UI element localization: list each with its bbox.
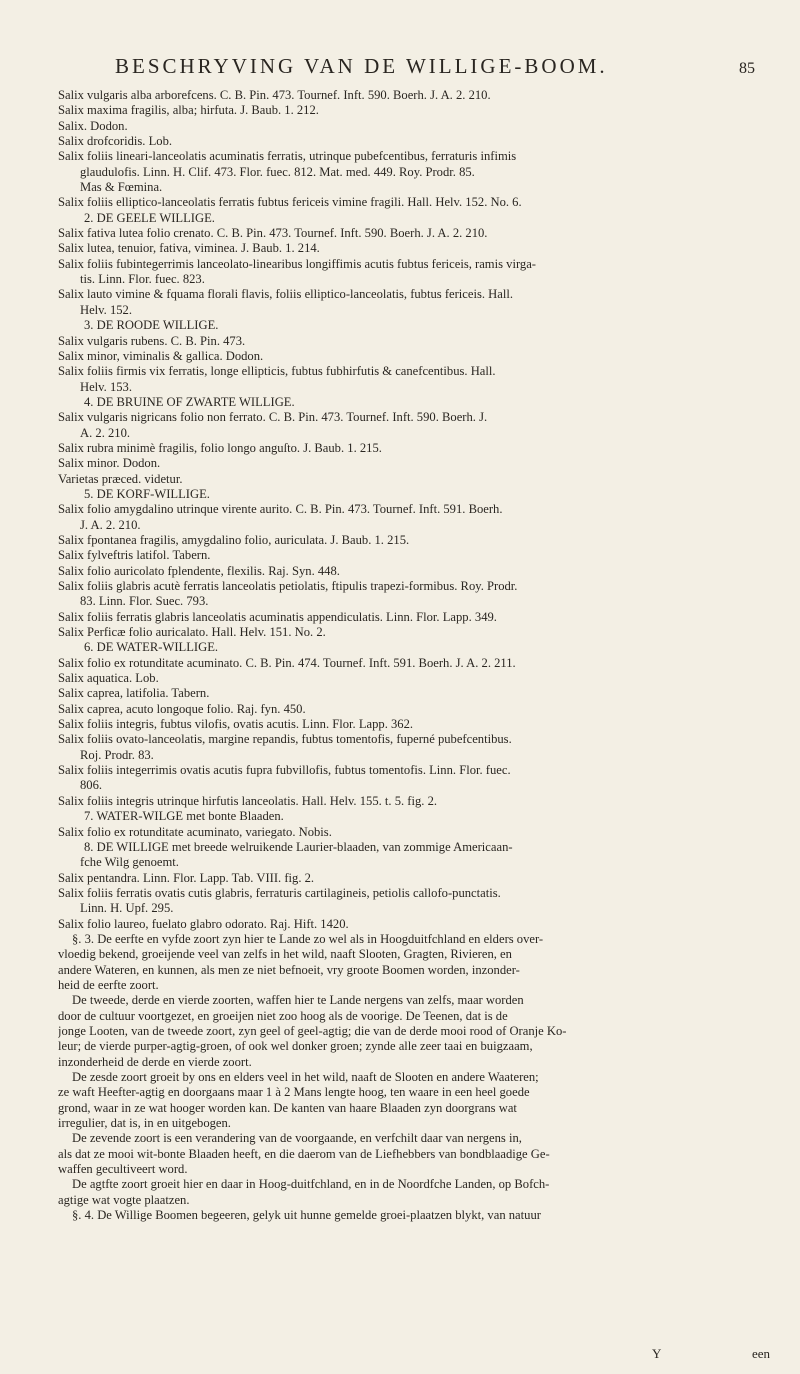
- text-line: Salix vulgaris alba arborefcens. C. B. Pin. 473. Tournef. Inft. 590. Boerh. J. A. 2. 210.: [58, 88, 491, 102]
- text-line: A. 2. 210.: [80, 425, 131, 440]
- text-line: tis. Linn. Flor. fuec. 823.: [80, 272, 205, 287]
- text-line: glaudulofis. Linn. H. Clif. 473. Flor. fuec. 812. Mat. med. 449. Roy. Prodr. 85.: [80, 164, 475, 179]
- text-line: Salix folio auricolato fplendente, flexilis. Raj. Syn. 448.: [58, 563, 340, 578]
- paragraph-line: De zesde zoort groeit by ons en elders veel in het wild, naaft de Slooten en andere Waateren;: [72, 1070, 539, 1084]
- text-line: Salix folio ex rotunditate acuminato, variegato. Nobis.: [58, 824, 332, 839]
- text-line: Salix minor. Dodon.: [58, 456, 161, 471]
- text-line: Mas & Fœmina.: [80, 180, 163, 195]
- paragraph-line: De agtfte zoort groeit hier en daar in Hoog-duitfchland, en in de Noordfche Landen, op Bofch-: [72, 1177, 550, 1192]
- section-heading: 7. WATER-WILGE met bonte Blaaden.: [84, 809, 284, 824]
- text-line: Salix folio amygdalino utrinque virente aurito. C. B. Pin. 473. Tournef. Inft. 591. Boerh.: [58, 502, 503, 517]
- section-heading: 4. DE BRUINE OF ZWARTE WILLIGE.: [84, 394, 295, 409]
- section-heading: 8. DE WILLIGE met breede welruikende Laurier-blaaden, van zommige Americaan-: [84, 839, 513, 854]
- text-line: Salix foliis ovato-lanceolatis, margine repandis, fubtus tomentofis, fuperné pubefcentibus.: [58, 732, 512, 747]
- section-heading: 2. DE GEELE WILLIGE.: [84, 210, 215, 225]
- text-line: Salix. Dodon.: [58, 118, 128, 133]
- paragraph-line: De zevende zoort is een verandering van de voorgaande, en verfchilt daar van nergens in,: [72, 1131, 522, 1146]
- text-line: agtige wat vogte plaatzen.: [58, 1192, 190, 1207]
- text-line: Salix folio laureo, fuelato glabro odorato. Raj. Hift. 1420.: [58, 916, 349, 931]
- text-line: Salix folio ex rotunditate acuminato. C. B. Pin. 474. Tournef. Inft. 591. Boerh. J. A. 2. 211.: [58, 655, 516, 670]
- paragraph-line: De tweede, derde en vierde zoorten, waffen hier te Lande nergens van zelfs, maar worden: [72, 993, 524, 1008]
- text-line: Salix caprea, acuto longoque folio. Raj. fyn. 450.: [58, 701, 306, 716]
- text-line: heid de eerfte zoort.: [58, 977, 159, 992]
- text-line: 83. Linn. Flor. Suec. 793.: [80, 594, 209, 609]
- text-line: fche Wilg genoemt.: [80, 855, 179, 870]
- text-line: leur; de vierde purper-agtig-groen, of ook wel donker groen; zynde alle zeer taai en buigzaam,: [58, 1039, 533, 1054]
- text-line: Linn. H. Upf. 295.: [80, 901, 174, 916]
- text-line: andere Wateren, en kunnen, als men ze niet befnoeit, vry groote Boomen worden, inzonder-: [58, 962, 520, 977]
- text-line: inzonderheid de derde en vierde zoort.: [58, 1054, 252, 1069]
- text-line: J. A. 2. 210.: [80, 517, 141, 532]
- catchword: een: [751, 1346, 770, 1361]
- text-line: door de cultuur voortgezet, en groeijen niet zoo hoog als de voorige. De Teenen, dat is de: [58, 1008, 508, 1023]
- text-line: Salix foliis elliptico-lanceolatis ferratis fubtus fericeis vimine fragili. Hall. Helv. 152. No. 6.: [58, 195, 522, 210]
- text-line: Salix foliis ferratis glabris lanceolatis acuminatis appendiculatis. Linn. Flor. Lapp. 349.: [58, 609, 497, 624]
- text-line: Salix vulgaris nigricans folio non ferrato. C. B. Pin. 473. Tournef. Inft. 590. Boerh. J.: [58, 410, 488, 425]
- text-line: Salix foliis glabris acutè ferratis lanceolatis petiolatis, ftipulis trapezi-formibus. Roy. Prodr.: [58, 579, 518, 593]
- text-line: Salix lutea, tenuior, fativa, viminea. J. Baub. 1. 214.: [58, 241, 320, 256]
- text-line: Salix foliis fubintegerrimis lanceolato-linearibus longiffimis acutis fubtus fericeis, ramis virga-: [58, 256, 536, 271]
- signature-mark: Y: [652, 1346, 662, 1361]
- text-line: Salix foliis lineari-lanceolatis acuminatis ferratis, utrinque pubefcentibus, ferraturis infimis: [58, 149, 517, 164]
- text-line: Salix fpontanea fragilis, amygdalino folio, auriculata. J. Baub. 1. 215.: [58, 532, 410, 547]
- text-line: grond, waar in ze wat hooger worden kan. De kanten van haare Blaaden zyn doorgrans wat: [58, 1100, 517, 1115]
- running-head: BESCHRYVING VAN DE WILLIGE-BOOM.: [115, 54, 608, 78]
- text-line: Roj. Prodr. 83.: [80, 747, 154, 762]
- text-line: 806.: [80, 778, 103, 793]
- text-line: Helv. 153.: [80, 379, 132, 394]
- page-number: 85: [739, 60, 755, 77]
- page-body: [58, 88, 770, 1223]
- text-line: Salix caprea, latifolia. Tabern.: [58, 686, 210, 701]
- text-line: ze waft Heefter-agtig en doorgaans maar 1 à 2 Mans lengte hoog, ten waare in een heel goede: [58, 1085, 530, 1100]
- text-line: Salix fylveftris latifol. Tabern.: [58, 548, 211, 563]
- paragraph-line: §. 3. De eerfte en vyfde zoort zyn hier te Lande zo wel als in Hoogduitfchland en elders over-: [72, 931, 544, 946]
- text-line: Salix aquatica. Lob.: [58, 671, 159, 686]
- text-line: Salix maxima fragilis, alba; hirfuta. J. Baub. 1. 212.: [58, 103, 319, 118]
- text-line: Salix pentandra. Linn. Flor. Lapp. Tab. VIII. fig. 2.: [58, 870, 315, 885]
- section-heading: 6. DE WATER-WILLIGE.: [84, 640, 219, 655]
- text-line: Salix minor, viminalis & gallica. Dodon.: [58, 348, 264, 363]
- text-line: Varietas præced. videtur.: [58, 471, 183, 486]
- text-line: irregulier, dat is, in en uitgebogen.: [58, 1116, 231, 1131]
- text-line: Salix fativa lutea folio crenato. C. B. Pin. 473. Tournef. Inft. 590. Boerh. J. A. 2. 210.: [58, 226, 488, 241]
- text-line: Salix foliis integris, fubtus vilofis, ovatis acutis. Linn. Flor. Lapp. 362.: [58, 717, 414, 732]
- section-heading: 3. DE ROODE WILLIGE.: [84, 318, 219, 333]
- text-line: Helv. 152.: [80, 302, 132, 317]
- text-line: Salix drofcoridis. Lob.: [58, 134, 173, 149]
- section-heading: 5. DE KORF-WILLIGE.: [84, 486, 210, 501]
- paragraph-line: §. 4. De Willige Boomen begeeren, gelyk uit hunne gemelde groei-plaatzen blykt, van natuur: [72, 1208, 541, 1223]
- text-line: jonge Looten, van de tweede zoort, zyn geel of geel-agtig; die van de derde mooi rood of Oranje Ko-: [58, 1023, 567, 1038]
- text-line: vloedig bekend, groeijende veel van zelfs in het wild, naaft Slooten, Gragten, Rivieren, en: [58, 947, 512, 962]
- text-line: Salix lauto vimine & fquama florali flavis, foliis elliptico-lanceolatis, fubtus fericeis. Hall.: [58, 287, 514, 302]
- text-line: Salix vulgaris rubens. C. B. Pin. 473.: [58, 333, 246, 348]
- page-header: [115, 54, 755, 82]
- text-line: Salix Perficæ folio auricalato. Hall. Helv. 151. No. 2.: [58, 625, 326, 640]
- text-line: Salix foliis integerrimis ovatis acutis fupra fubvillofis, fubtus tomentofis. Linn. Flor. fuec.: [58, 763, 511, 778]
- text-line: als dat ze mooi wit-bonte Blaaden heeft, en die daerom van de Liefhebbers van bondblaadige Ge-: [58, 1146, 550, 1161]
- text-line: Salix rubra minimè fragilis, folio longo anguſto. J. Baub. 1. 215.: [58, 440, 382, 455]
- text-line: Salix foliis integris utrinque hirfutis lanceolatis. Hall. Helv. 155. t. 5. fig. 2.: [58, 793, 438, 808]
- text-line: Salix foliis ferratis ovatis cutis glabris, ferraturis cartilagineis, petiolis callofo-punctatis.: [58, 885, 501, 900]
- text-line: waffen gecultiveert word.: [58, 1162, 188, 1177]
- text-line: Salix foliis firmis vix ferratis, longe ellipticis, fubtus fubhirfutis & canefcentibus. Hall.: [58, 364, 496, 379]
